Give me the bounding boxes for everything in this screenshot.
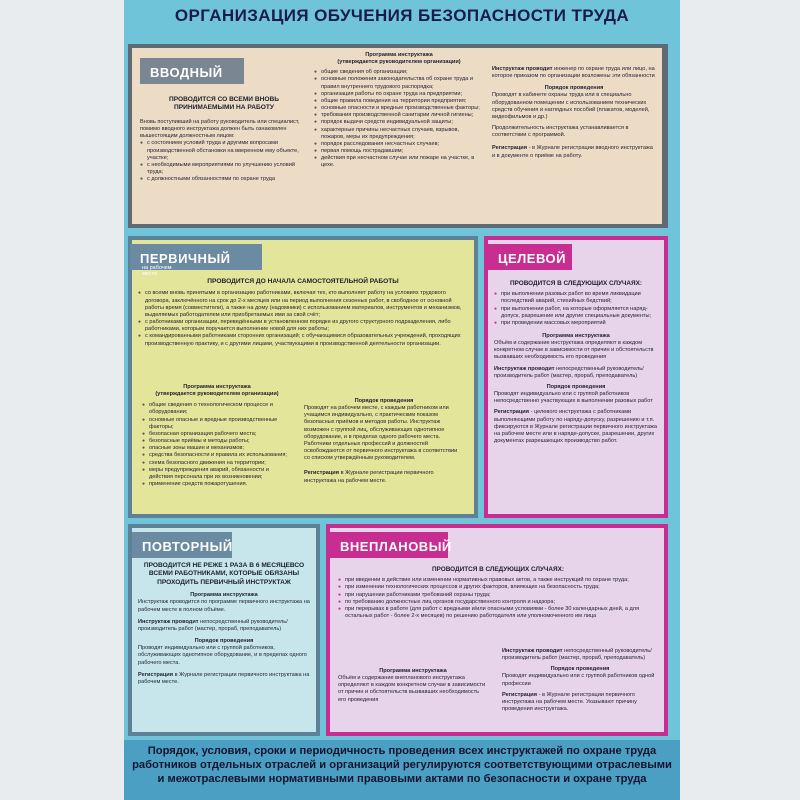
- povtorny-heading: ПРОВОДИТСЯ НЕ РЕЖЕ 1 РАЗА В 6 МЕСЯЦЕВСО ВСЕМИ РАБОТНИКАМИ, КОТОРЫЕ ОБЯЗАНЫ ПРОХОДИТЬ ПЕРВИЧНЫЙ ИНСТРУКТАЖ: [143, 562, 305, 586]
- vneplanovy-order-title: Порядок проведения: [550, 666, 610, 673]
- vneplanovy-program-text: Объём и содержание внепланового инструктажа определяют в каждом конкретном случае в зависимости от причин и обстоятельств вызвавших необходимость его проведения: [338, 675, 486, 703]
- list-item: ● общие сведения о технологическом процессе и оборудовании;: [149, 402, 292, 416]
- vvodny-intro: Вновь поступивший на работу руководитель или специалист, помимо вводного инструктажа должен быть ознакомлен вышестоящим должностным лицом:: [140, 118, 300, 140]
- vvodny-col2: [314, 52, 484, 170]
- tab-celevoy-label: ЦЕЛЕВОЙ: [498, 251, 566, 266]
- vvodny-list: [140, 140, 308, 183]
- list-item: ● меры предупреждения аварий, обязанности и действия персонала при их возникновении;: [149, 467, 292, 481]
- vneplanovy-col1: [338, 668, 488, 704]
- list-item: ● общие сведения об организации;: [321, 69, 484, 76]
- vvodny-conductor: Инструктаж проводит инженер по охране труда или лицо, на которое приказом по организации возложены эти обязанности: [492, 66, 655, 80]
- footer-text: Порядок, условия, сроки и периодичность проведения всех инструктажей по охране труда работников отдельных отраслей и организаций регулируются соответствующими отраслевыми и межотраслевыми нормативными правовыми актами по безопасности и охране труда: [132, 745, 672, 785]
- pervichny-heading: ПРОВОДИТСЯ ДО НАЧАЛА САМОСТОЯТЕЛЬНОЙ РАБОТЫ: [207, 278, 399, 285]
- list-item: ● первая помощь пострадавшим;: [321, 148, 484, 155]
- tab-povtorny: [132, 532, 232, 558]
- pervichny-registration: Регистрация в Журнале регистрации первичного инструктажа на рабочем месте.: [304, 470, 434, 484]
- list-item: ● действия при несчастном случае или пожаре на участке, в цехе.: [321, 155, 484, 169]
- pervichny-order-title: Порядок проведения: [354, 398, 414, 404]
- povtorny-program-title: Программа инструктажа: [190, 592, 258, 599]
- vvodny-order-title: Порядок проведения: [544, 85, 604, 92]
- celevoy-list: [494, 291, 658, 327]
- tab-vneplanovy: [330, 532, 452, 558]
- pervichny-program-sub: (утверждается руководителем организации): [155, 391, 279, 398]
- vvodny-duration: Продолжительность инструктажа устанавливается в соответствии с программой.: [492, 125, 629, 139]
- vneplanovy-registration: Регистрация - в Журнале регистрации первичного инструктажа на рабочем месте. Указывают причину проведения инструктажа.: [502, 691, 637, 713]
- list-item: ● безопасная организация рабочего места;: [149, 431, 292, 438]
- list-item: ● порядок выдачи средств индивидуальной защиты;: [321, 119, 484, 126]
- list-item: ● общие правила поведения на территории предприятия;: [321, 98, 484, 105]
- pervichny-list: [138, 290, 468, 347]
- tab-povtorny-label: ПОВТОРНЫЙ: [142, 539, 233, 554]
- list-item: ● с состоянием условий труда и другими вопросами производственной обстановки на вверенном ему объекте, участке;: [147, 140, 308, 161]
- list-item: ● средства безопасности и правила их использования;: [149, 452, 292, 459]
- list-item: ● при перерывах в работе (для работ с вредными и/или опасными условиями - более 30 календарных дней, а для остальных работ - более 2-х месяцев) по решению работодателя или уполномоченного им лица: [345, 606, 658, 620]
- vneplanovy-body: [338, 566, 658, 620]
- vvodny-registration: Регистрация - в Журнале регистрации вводного инструктажа и в документе о приёме на работу.: [492, 145, 653, 159]
- vvodny-col3: [492, 66, 656, 160]
- celevoy-body: [494, 280, 658, 445]
- list-item: ● требования производственной санитарии личной гигиены;: [321, 112, 484, 119]
- list-item: ● со всеми вновь принятыми в организацию работниками, включая тех, кто выполняет работу на условиях трудового договора, заключённого на срок до 2-х месяцев или на период выполнения сезонных работ, в свободное от основной работы время (совместители), а также на дому (надомники) с использованием материалов, инструментов и механизмов, выделяемых работодателем или приобретаемых ими за свой счёт;: [145, 290, 468, 319]
- celevoy-program-text: Объём и содержание инструктажа определяют в каждом конкретном случае в зависимости от причин и обстоятельств вызвавших необходимость его проведения: [494, 340, 654, 361]
- vvodny-program-list: [314, 69, 484, 169]
- celevoy-program-title: Программа инструктажа: [542, 332, 610, 339]
- vneplanovy-list: [338, 577, 658, 620]
- tab-celevoy: [488, 244, 572, 270]
- list-item: ● с должностными обязанностями по охране труда: [147, 176, 308, 183]
- tab-pervichny: [130, 244, 262, 277]
- celevoy-order-text: Проводят индивидуально или с группой работников непосредственно участвующих в выполнении разовых работ: [494, 391, 653, 405]
- celevoy-order-title: Порядок проведения: [546, 383, 606, 390]
- pervichny-body: [138, 278, 468, 348]
- list-item: ● с работниками организации, переведёнными в установленном порядке из другого структурного подразделения, либо работниками, которым поручается выполнение новой для них работы;: [145, 319, 468, 333]
- list-item: ● с командированными работниками сторонних организаций; с обучающимися образовательных учреждений, проходящих производственную практику, и с другими лицами, участвующими в производственной деятельности организации.: [145, 333, 468, 347]
- list-item: ● схема безопасного движения на территории;: [149, 460, 292, 467]
- list-item: ● основные опасные и вредные производственные факторы;: [149, 417, 292, 431]
- list-item: ● безопасные приёмы и методы работы;: [149, 438, 292, 445]
- list-item: ● применение средств пожаротушения.: [149, 481, 292, 488]
- povtorny-registration: Регистрация в Журнале регистрации первичного инструктажа на рабочем месте.: [138, 671, 310, 685]
- pervichny-program-title: Программа инструктажа: [183, 384, 251, 390]
- list-item: ● при выполнении работ, на которые оформляется наряд-допуск, разрешение или другие специальные документы;: [501, 306, 658, 320]
- list-item: ● с необходимыми мероприятиями по улучшению условий труда;: [147, 162, 308, 176]
- tab-vneplanovy-label: ВНЕПЛАНОВЫЙ: [340, 539, 452, 554]
- povtorny-body: [138, 562, 310, 686]
- pervichny-program-list: [142, 402, 292, 488]
- list-item: ● основные положения законодательства об охране труда и правил внутреннего трудового распорядка;: [321, 76, 484, 90]
- tab-pervichny-label: ПЕРВИЧНЫЙ: [140, 251, 231, 266]
- list-item: ● при введении в действие или изменении нормативных правовых актов, а также инструкций по охране труда;: [345, 577, 658, 584]
- celevoy-conductor: Инструктаж проводит непосредственный руководитель/производитель работ (мастер, прораб, преподаватель): [494, 365, 644, 379]
- tab-vvodny-label: ВВОДНЫЙ: [150, 65, 223, 80]
- vvodny-order-text: Проводят в кабинете охраны труда или в специально оборудованном помещении с использованием технических средств обучения и наглядных пособий (плакатов, моделей, видеофильмов и др.): [492, 92, 650, 120]
- vneplanovy-order-text: Проводят индивидуально или с группой работников одной профессии: [502, 673, 655, 687]
- vvodny-program-title: Программа инструктажа: [365, 52, 433, 58]
- vvodny-heading: ПРОВОДИТСЯ СО ВСЕМИ ВНОВЬ ПРИНИМАЕМЫМИ НА РАБОТУ: [168, 96, 280, 112]
- list-item: ● при нарушении работниками требований охраны труда;: [345, 592, 658, 599]
- list-item: ● при выполнении разовых работ во время ликвидации последствий аварий, стихийных бедствий;: [501, 291, 658, 305]
- pervichny-col1: [142, 384, 292, 488]
- celevoy-registration: Регистрация - целевого инструктажа с работниками выполняющими работу по наряду-допуску, разрешению и т.п. фиксируются в Журнале регистрации первичного инструктажа на рабочем месте или в наряде-допуске, разрешении, других документах разрешающих производство работ.: [494, 409, 657, 444]
- vneplanovy-conductor: Инструктаж проводит непосредственный руководитель/производитель работ (мастер, прораб, преподаватель): [502, 648, 652, 662]
- tab-pervichny-small: на рабочем месте: [142, 265, 172, 277]
- povtorny-order-text: Проводят индивидуально или с группой работников, обслуживающих однотипное оборудование, и в пределах одного рабочего места.: [138, 645, 307, 666]
- poster: [124, 0, 680, 800]
- vvodny-col1: [140, 96, 308, 183]
- vvodny-program-sub: (утверждается руководителем организации): [337, 59, 461, 66]
- vneplanovy-program-title: Программа инструктажа: [379, 668, 447, 674]
- list-item: ● организация работы по охране труда на предприятии;: [321, 91, 484, 98]
- list-item: ● основные опасности и вредные производственные факторы;: [321, 105, 484, 112]
- list-item: ● характерные причины несчастных случаев, взрывов, пожаров, меры их предупреждения;: [321, 127, 484, 141]
- povtorny-conductor: Инструктаж проводит непосредственный руководитель/производитель работ (мастер, прораб, преподаватель): [138, 618, 288, 632]
- list-item: ● опасные зоны машин и механизмов;: [149, 445, 292, 452]
- pervichny-order-text: Проводят на рабочем месте, с каждым работником или учащимся индивидуально, с практическим показом безопасных приёмов и методов работы. Инструктаж возможен с группой лиц, обслуживающих однотипное оборудование, и в пределах одного рабочего места. Работники отдельных профессий и должностей освобождаются от первичного инструктажа в соответствии со списком утверждённым руководителем.: [304, 405, 458, 462]
- list-item: ● порядок расследования несчастных случаев;: [321, 141, 484, 148]
- celevoy-heading: ПРОВОДИТСЯ В СЛЕДУЮЩИХ СЛУЧАЯХ:: [509, 280, 643, 287]
- pervichny-col2: [304, 398, 464, 485]
- vneplanovy-heading: ПРОВОДИТСЯ В СЛЕДУЮЩИХ СЛУЧАЯХ:: [431, 566, 565, 573]
- list-item: ● при проведении массовых мероприятий: [501, 320, 658, 327]
- povtorny-program-text: Инструктаж проводится по программе первичного инструктажа на рабочем месте в полном объёме.: [138, 599, 310, 613]
- tab-vvodny: [140, 58, 244, 84]
- list-item: ● при изменении технологических процессов и других факторов, влияющих на безопасность труда;: [345, 584, 658, 591]
- vneplanovy-col2: [502, 648, 658, 713]
- povtorny-order-title: Порядок проведения: [194, 638, 254, 645]
- list-item: ● по требованию должностных лиц органов государственного контроля и надзора;: [345, 599, 658, 606]
- poster-title: ОРГАНИЗАЦИЯ ОБУЧЕНИЯ БЕЗОПАСНОСТИ ТРУДА: [174, 6, 630, 25]
